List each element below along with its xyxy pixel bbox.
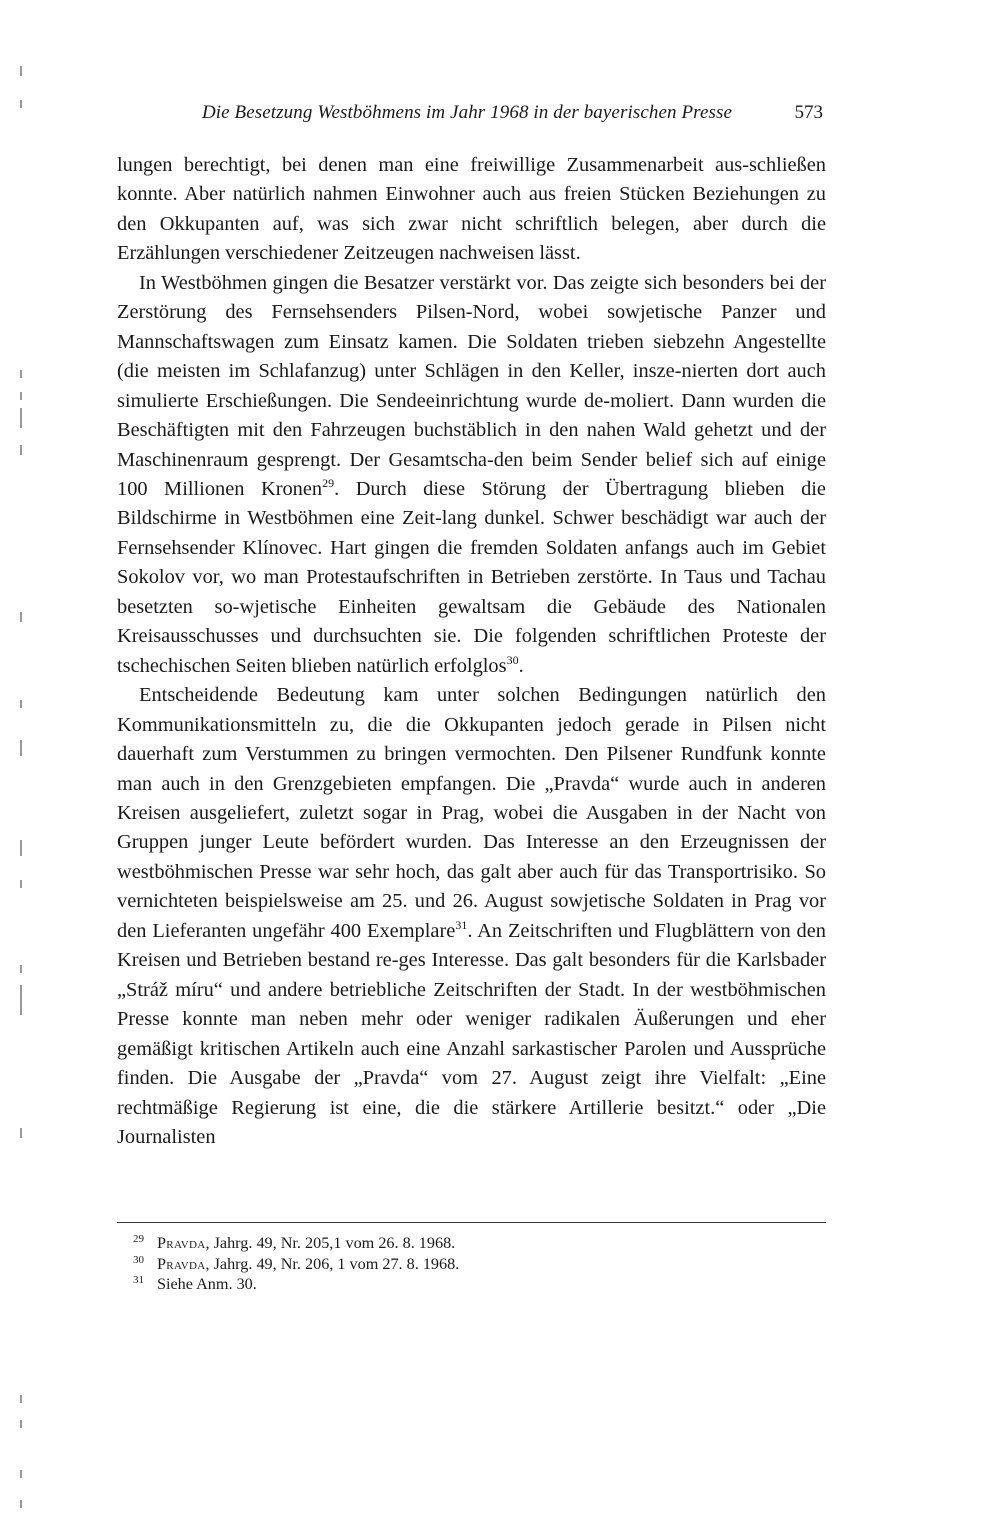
footnote-29: 29 Pravda, Jahrg. 49, Nr. 205,1 vom 26. 8. 1968. (133, 1233, 456, 1252)
footnote-text: , Jahrg. 49, Nr. 205,1 vom 26. 8. 1968. (205, 1234, 456, 1252)
paragraph-2-end: . (518, 654, 524, 677)
paragraph-2-text-2: . Durch diese Störung der Übertragung blieben die Bildschirme in Westböhmen eine Zeit-lang dunkel. Schwer beschädigt war auch der Fernsehsender Klínovec. Hart gingen die fremden Soldaten anfangs auch im Gebiet Sokolov vor, wo man Protestaufschriften in Betrieben zerstörte. In Taus und Tachau besetzten so-wjetische Einheiten gewaltsam die Gebäude des Nationalen Kreisausschusses und durchsuchten sie. Die folgenden schriftlichen Proteste der tschechischen Seiten blieben natürlich erfolglos (117, 477, 826, 677)
footnote-ref-30[interactable]: 30 (506, 652, 519, 667)
paragraph-2 (117, 269, 826, 681)
footnote-ref-31[interactable]: 31 (455, 917, 468, 932)
paragraph-3-text-2: . An Zeitschriften und Flugblättern von den Kreisen und Betrieben bestand re-ges Interesse. Das galt besonders für die Karlsbader „Stráž míru“ und andere betriebliche Zeitschriften der Stadt. In der westböhmischen Presse konnte man neben mehr oder weniger radikalen Äußerungen und eher gemäßigt kritischen Artikeln auch eine Anzahl sarkastischer Parolen und Aussprüche finden. Die Ausgabe der „Pravda“ vom 27. August zeigt ihre Vielfalt: „Eine rechtmäßige Regierung ist eine, die die stärkere Artillerie besitzt.“ oder „Die Journalisten (117, 919, 826, 1148)
main-text (117, 151, 826, 1152)
footnotes (117, 1233, 826, 1295)
footnote-text: , Jahrg. 49, Nr. 206, 1 vom 27. 8. 1968. (205, 1254, 460, 1273)
page-number: 573 (794, 102, 823, 123)
footnote-source: Pravda (157, 1254, 206, 1273)
scan-margin-marks (12, 0, 32, 1537)
running-head: Die Besetzung Westböhmens im Jahr 1968 in der bayerischen Presse (201, 102, 732, 123)
page-header (150, 100, 825, 128)
footnote-divider (117, 1222, 826, 1223)
footnote-ref-29[interactable]: 29 (322, 475, 335, 490)
footnote-source: Pravda (157, 1234, 206, 1252)
footnote-31: 31 Siehe Anm. 30. (133, 1274, 257, 1293)
paragraph-1: lungen berechtigt, bei denen man eine freiwillige Zusammenarbeit aus-schließen konnte. Aber natürlich nahmen Einwohner auch aus freien Stücken Beziehungen zu den Okkupanten auf, was sich zwar nicht schriftlich belegen, aber durch die Erzählungen verschiedener Zeitzeugen nachweisen lässt. (117, 154, 826, 265)
footnote-text: Siehe Anm. 30. (157, 1275, 257, 1293)
footnote-30: 30 Pravda, Jahrg. 49, Nr. 206, 1 vom 27. 8. 1968. (133, 1253, 460, 1273)
paragraph-3-text: Entscheidende Bedeutung kam unter solchen Bedingungen natürlich den Kommunikationsmitteln zu, die die Okkupanten jedoch gerade in Pilsen nicht dauerhaft zum Verstummen zu bringen vermochten. Den Pilsener Rundfunk konnte man auch in den Grenzgebieten empfangen. Die „Pravda“ wurde auch in anderen Kreisen ausgeliefert, zuletzt sogar in Prag, wobei die Ausgaben in der Nacht von Gruppen junger Leute befördert wurden. Das Interesse an den Erzeugnissen der westböhmischen Presse war sehr hoch, das galt aber auch für das Transportrisiko. So vernichteten beispielsweise am 25. und 26. August sowjetische Soldaten in Prag vor den Lieferanten ungefähr 400 Exemplare (117, 684, 826, 942)
paragraph-3 (117, 681, 826, 1152)
paragraph-2-text: In Westböhmen gingen die Besatzer verstärkt vor. Das zeigte sich besonders bei der Zerstörung des Fernsehsenders Pilsen-Nord, wobei sowjetische Panzer und Mannschaftswagen zum Einsatz kamen. Die Soldaten trieben siebzehn Angestellte (die meisten im Schlafanzug) unter Schlägen in den Keller, insze-nierten dort auch simulierte Erschießungen. Die Sendeeinrichtung wurde de-moliert. Dann wurden die Beschäftigten mit den Fahrzeugen buchstäblich in den nahen Wald gehetzt und der Maschinenraum gesprengt. Der Gesamtscha-den beim Sender belief sich auf einige 100 Millionen Kronen (117, 271, 826, 500)
